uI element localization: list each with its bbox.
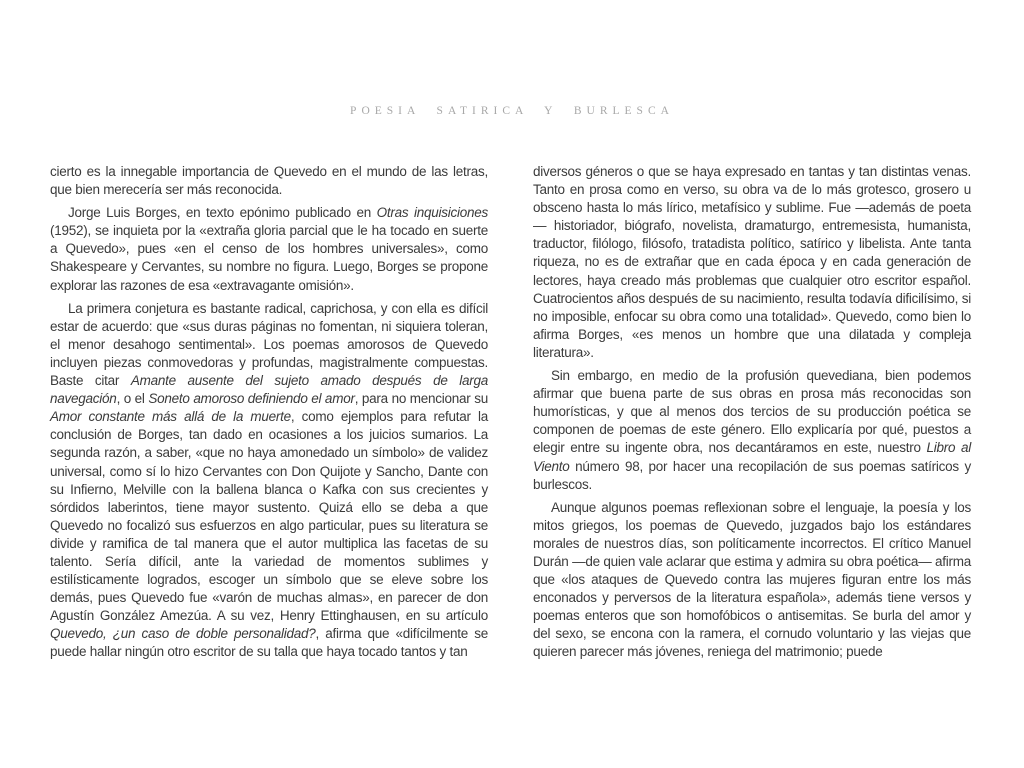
text-run: La primera conjetura es bastante radical, caprichosa, y con ella es difícil estar de acuerdo: que «sus duras páginas no fomentan, ni siquiera toleran, el menor desahogo sentimental». Los poemas amorosos de Quevedo incluyen piezas conmovedoras y profundas, magistralmente compuestas. Baste citar xyxy=(50,300,488,389)
text-run: , o el xyxy=(116,391,149,407)
text-run: (1952), se inquieta por la «extraña gloria parcial que le ha tocado en suerte a Quevedo», pues «en el censo de los hombres universales», como Shakespeare y Cervantes, su nombre no figura. Luego, Borges se propone explorar las razones de esa «extravagante omisión». xyxy=(50,223,488,293)
text-run: , afirma que «difícilmente se puede hallar ningún otro escritor de su talla que haya tocado tantos y tan xyxy=(50,626,488,660)
italic-text-run: Libro al Viento xyxy=(533,440,972,474)
text-run: cierto es la innegable importancia de Quevedo en el mundo de las letras, que bien merecería ser más reconocida. xyxy=(50,164,488,198)
text-run: , para no mencionar su xyxy=(354,391,488,407)
paragraph xyxy=(533,499,971,662)
right-column xyxy=(533,163,971,662)
running-header: POESIA SATIRICA Y BURLESCA xyxy=(350,105,674,117)
italic-text-run: Soneto amoroso definiendo el amor xyxy=(148,391,355,407)
text-run: Sin embargo, en medio de la profusión quevediana, bien podemos afirmar que buena parte de sus obras en prosa más reconocidas son humorísticas, y que al menos dos tercios de su producción poética se componen de poemas de este género. Ello explicaría por qué, puestos a elegir entre su ingente obra, nos decantáramos en este, nuestro xyxy=(533,368,971,456)
text-run: diversos géneros o que se haya expresado en tantas y tan distintas venas. Tanto en prosa como en verso, su obra va de lo más grotesco, grosero u obsceno hasta lo más lírico, metafísico y sublime. Fue —además de poeta— historiador, biógrafo, novelista, dramaturgo, entremesista, humanista, traductor, filólogo, filósofo, tratadista político, satírico y libelista. Ante tanta riqueza, no es de extrañar que en cada época y en cada generación de lectores, haya creado más problemas que cualquier otro escritor español. Cuatrocientos años después de su nacimiento, resulta todavía dificilísimo, si no imposible, enfocar su obra como una totalidad». Quevedo, como bien lo afirma Borges, «es menos un hombre que una dilatada y compleja literatura». xyxy=(533,164,971,360)
paragraph xyxy=(533,367,971,494)
italic-text-run: Amor constante más allá de la muerte xyxy=(50,409,291,425)
italic-text-run: Amante ausente del sujeto amado después de larga navegación xyxy=(50,373,488,407)
text-run: Jorge Luis Borges, en texto epónimo publicado en xyxy=(68,205,377,221)
paragraph xyxy=(50,300,488,662)
text-run: número 98, por hacer una recopilación de sus poemas satíricos y burlescos. xyxy=(533,458,971,492)
italic-text-run: Quevedo, ¿un caso de doble personalidad? xyxy=(50,626,316,642)
paragraph xyxy=(50,204,488,294)
italic-text-run: Otras inquisiciones xyxy=(376,205,488,221)
text-run: Aunque algunos poemas reflexionan sobre el lenguaje, la poesía y los mitos griegos, los poemas de Quevedo, juzgados bajo los estándares morales de nuestros días, son políticamente incorrectos. El crítico Manuel Durán —de quien vale aclarar que estima y admira su obra poética— afirma que «los ataques de Quevedo contra las mujeres figuran entre los más enconados y perversos de la literatura española», además tiene versos y poemas enteros que son homofóbicos o antisemitas. Se burla del amor y del sexo, se encona con la ramera, el cornudo voluntario y las viejas que quieren parecer más jóvenes, reniega del matrimonio; puede xyxy=(533,499,971,660)
paragraph xyxy=(50,163,488,199)
text-columns xyxy=(50,163,971,662)
paragraph xyxy=(533,163,971,362)
left-column xyxy=(50,163,488,662)
text-run: , como ejemplos para refutar la conclusión de Borges, tan dado en ocasiones a los juicios sumarios. La segunda razón, a saber, «que no haya amonedado un símbolo» de validez universal, como sí lo hizo Cervantes con Don Quijote y Sancho, Dante con su Infierno, Melville con la ballena blanca o Kafka con sus crecientes y sórdidos laberintos, tiene mayor sustento. Quizá ello se deba a que Quevedo no focalizó sus esfuerzos en algo particular, pues su literatura se divide y ramifica de tal manera que el autor multiplica las facetas de su talento. Sería difícil, ante la variedad de momentos sublimes y estilísticamente logrados, escoger un símbolo que se eleve sobre los demás, pues Quevedo fue «varón de muchas almas», en parecer de don Agustín González Amezúa. A su vez, Henry Ettinghausen, en su artículo xyxy=(50,409,488,624)
